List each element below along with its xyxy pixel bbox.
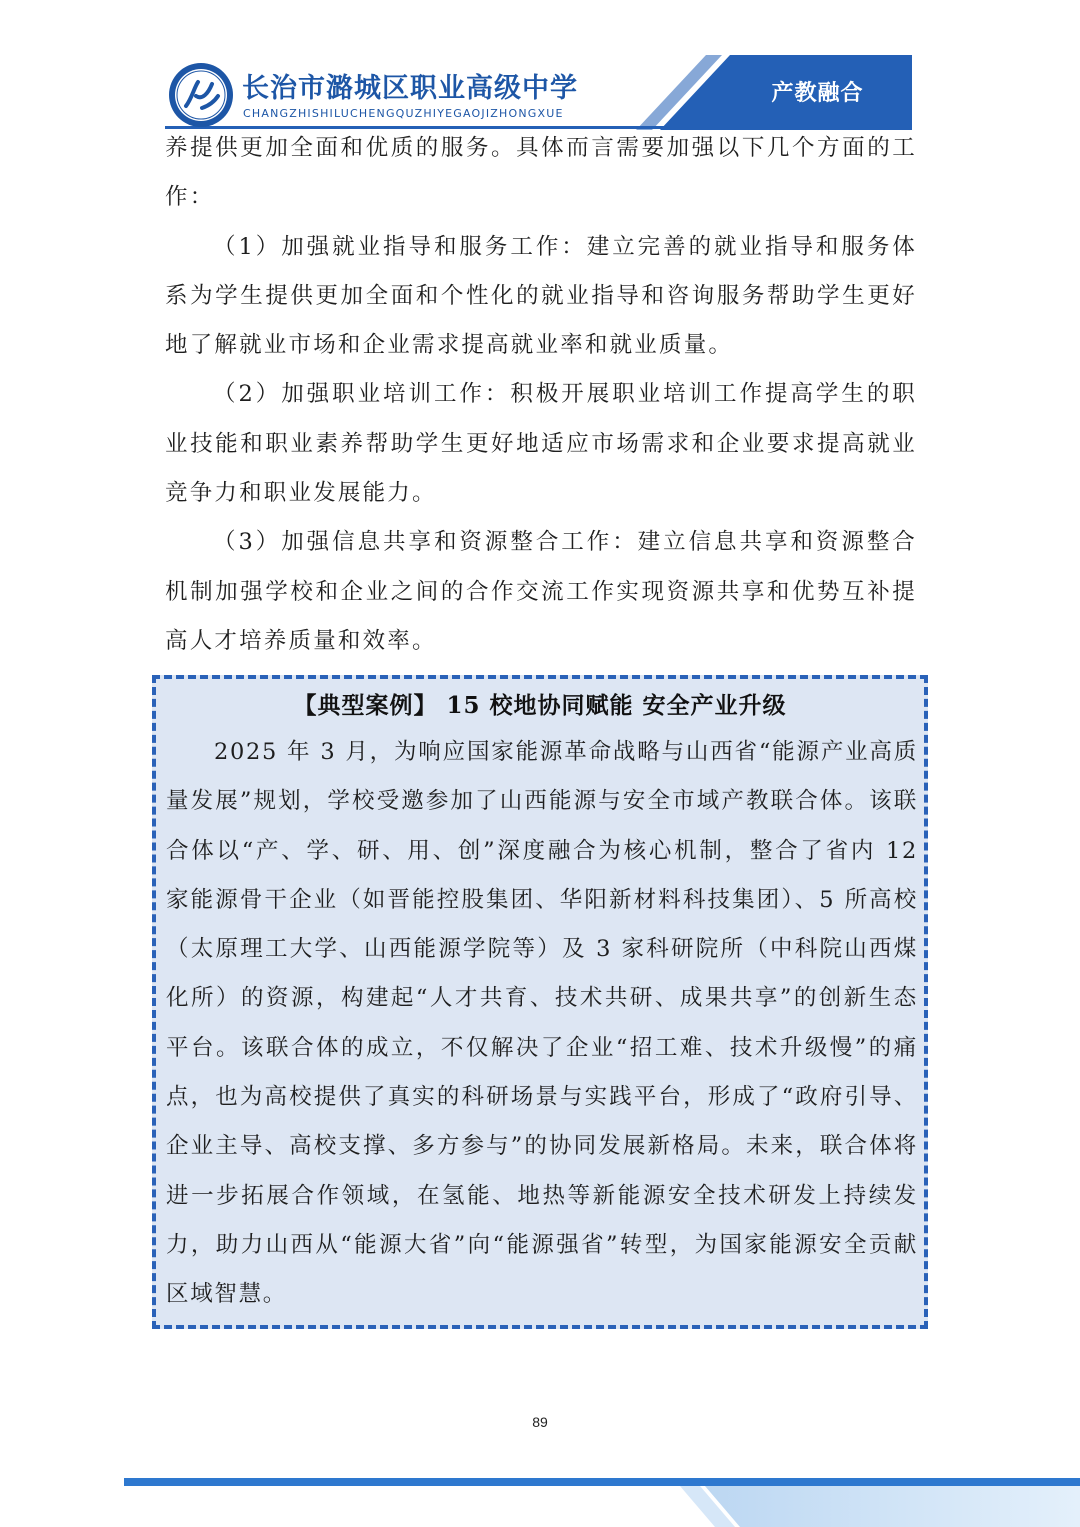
page-number: 89 [532,1414,548,1430]
typical-case-box [152,675,928,1329]
case-title: 【典型案例】 15 校地协同赋能 安全产业升级 [293,692,787,719]
body-paragraph: （2）加强职业培训工作：积极开展职业培训工作提高学生的职业技能和职业素养帮助学生更好地适应市场需求和企业要求提高就业竞争力和职业发展能力。 [165,381,917,507]
section-label: 产教融合 [771,81,864,106]
body-paragraph: 养提供更加全面和优质的服务。具体而言需要加强以下几个方面的工作： [165,135,917,211]
school-logo-icon [168,62,234,128]
school-pinyin: CHANGZHISHILUCHENGQUZHIYEGAOJIZHONGXUE [243,107,564,120]
body-paragraph: （1）加强就业指导和服务工作：建立完善的就业指导和服务体系为学生提供更加全面和个性化的就业指导和咨询服务帮助学生更好地了解就业市场和企业需求提高就业率和就业质量。 [165,233,917,359]
body-content [165,124,917,666]
case-text: 2025 年 3 月，为响应国家能源革命战略与山西省“能源产业高质量发展”规划，学校受邀参加了山西能源与安全市域产教联合体。该联合体以“产、学、研、用、创”深度融合为核心机制，整合了省内 12 家能源骨干企业（如晋能控股集团、华阳新材料科技集团）、5 所高校（太原理工大学、山西能源学院等）及 3 家科研院所（中科院山西煤化所）的资源，构建起“人才共育、技术共研、成果共享”的创新生态平台。该联合体的成立，不仅解决了企业“招工难、技术升级慢”的痛点，也为高校提供了真实的科研场景与实践平台，形成了“政府引导、企业主导、高校支撑、多方参与”的协同发展新格局。未来，联合体将进一步拓展合作领域，在氢能、地热等新能源安全技术研发上持续发力，助力山西从“能源大省”向“能源强省”转型，为国家能源安全贡献区域智慧。 [166,739,918,1308]
body-paragraph: （3）加强信息共享和资源整合工作：建立信息共享和资源整合机制加强学校和企业之间的合作交流工作实现资源共享和优势互补提高人才培养质量和效率。 [165,529,917,654]
school-name: 长治市潞城区职业高级中学 [242,73,578,104]
footer-banner-graphic [0,1470,1080,1527]
page-header [0,0,1080,130]
